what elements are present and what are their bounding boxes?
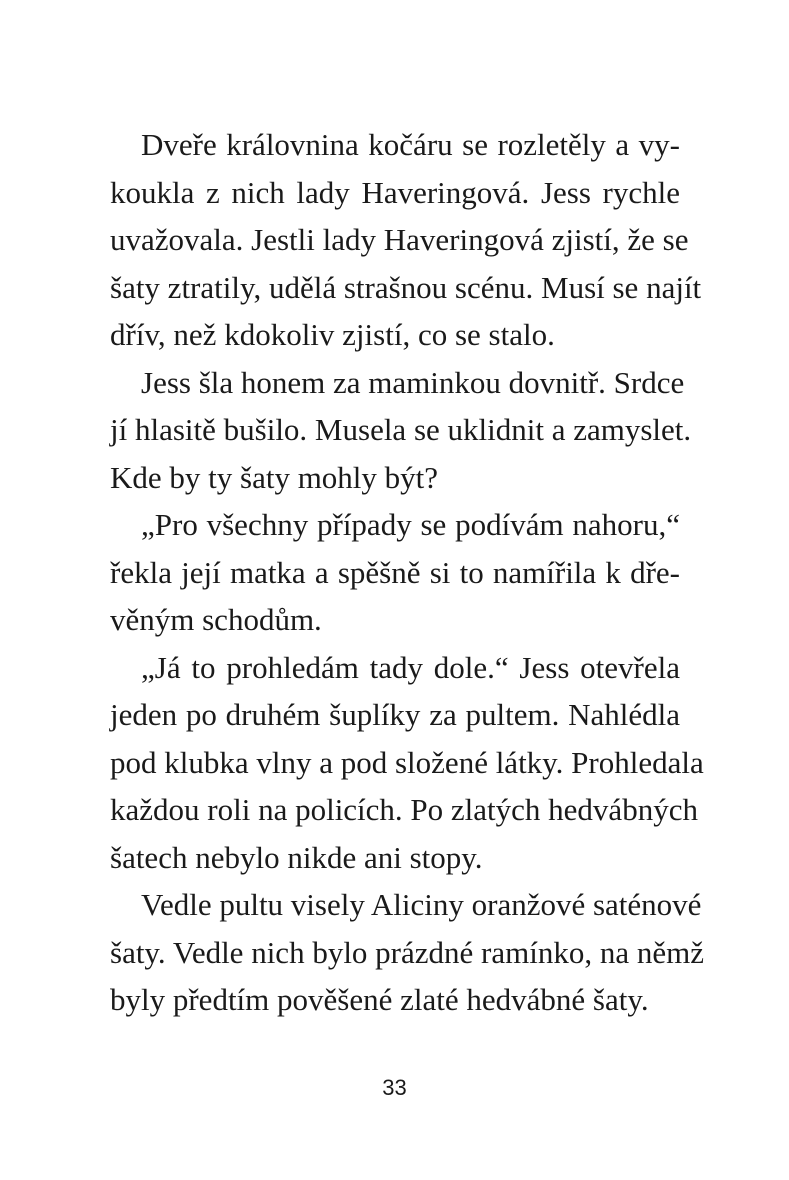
text-line: „Já to prohledám tady dole.“ Jess otevřela: [141, 649, 680, 685]
text-line: uvažovala. Jestli lady Haveringová zjistí, že se: [110, 222, 689, 257]
text-line: šaty ztratily, udělá strašnou scénu. Musí se najít: [110, 269, 702, 305]
paragraph: [110, 881, 704, 1024]
text-line: jeden po druhém šuplíky za pultem. Nahlédla: [110, 697, 680, 732]
text-line: jí hlasitě bušilo. Musela se uklidnit a zamyslet.: [110, 412, 692, 447]
paragraph: [110, 644, 704, 882]
text-line: pod klubka vlny a pod složené látky. Prohledala: [110, 744, 704, 780]
body-text: [110, 121, 704, 1024]
paragraph: [110, 359, 692, 502]
text-line: řekla její matka a spěšně si to namířila k dře-: [110, 554, 680, 590]
text-line: „Pro všechny případy se podívám nahoru,“: [141, 507, 680, 542]
text-line: šatech nebylo nikde ani stopy.: [110, 839, 483, 875]
text-line: byly předtím pověšené zlaté hedvábné šaty.: [110, 982, 649, 1017]
text-line: Kde by ty šaty mohly být?: [110, 459, 439, 495]
text-line: Jess šla honem za maminkou dovnitř. Srdce: [141, 364, 685, 400]
text-line: šaty. Vedle nich bylo prázdné ramínko, na němž: [110, 934, 704, 970]
paragraph: [110, 501, 680, 644]
page-number: 33: [382, 1075, 407, 1100]
text-line: koukla z nich lady Haveringová. Jess rychle: [110, 174, 680, 210]
text-line: každou roli na policích. Po zlatých hedvábných: [110, 792, 698, 827]
paragraph: [110, 121, 702, 359]
text-line: věným schodům.: [110, 602, 322, 637]
text-line: Vedle pultu visely Aliciny oranžové saténové: [141, 887, 702, 922]
text-line: Dveře královnina kočáru se rozletěly a vy-: [141, 127, 680, 162]
text-line: dřív, než kdokoliv zjistí, co se stalo.: [110, 317, 555, 352]
